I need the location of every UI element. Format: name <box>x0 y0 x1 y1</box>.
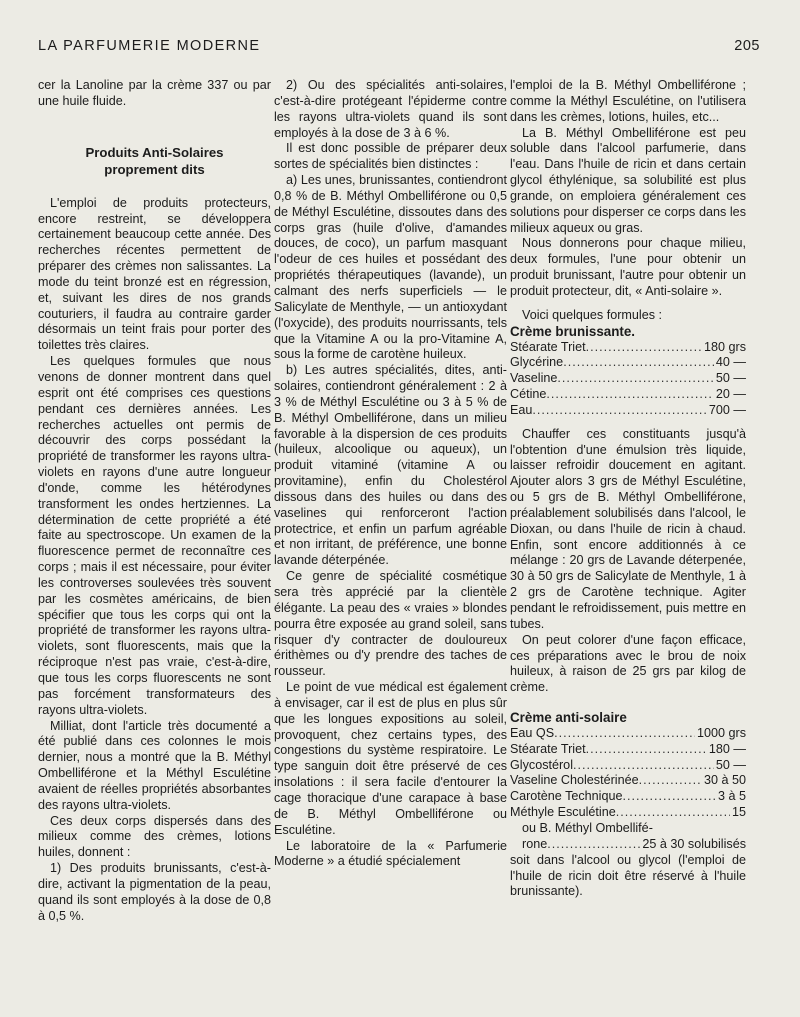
formula-row <box>510 758 746 774</box>
formula-row <box>510 355 746 371</box>
formula-row <box>510 371 746 387</box>
ingredient: Stéarate Triet <box>510 339 586 354</box>
page-header <box>38 38 760 60</box>
ingredient: Méthyle Esculétine <box>510 805 616 820</box>
paragraph: On peut colorer d'une façon efficace, ces préparations avec le brou de noix huileux, à raison de 25 grs par kilog de crème. <box>510 632 746 695</box>
amount: 3 à 5 <box>717 789 746 804</box>
formula-row <box>510 805 746 821</box>
amount: 20 — <box>715 387 746 402</box>
ingredient: Eau <box>510 402 533 417</box>
column-1 <box>38 78 271 925</box>
formula-title: Crème brunissante. <box>510 323 636 339</box>
amount: 700 — <box>708 402 746 417</box>
paragraph: a) Les unes, brunissantes, contiendront 0,8 % de B. Méthyl Ombelliférone ou 0,5 de Méthyl Esculétine, dissoutes dans des corps gras (huile d'olive, d'amandes douces, de coco), un parfum masquant l'odeur de ces huiles et possédant des propriétés thérapeutiques (lavande), un calmant des nerfs superficiels — le Salicylate de Menthyle, — un antioxydant (l'oxycide), des produits nourrissants, tels que la Vitamine A ou la pro-Vitamine A, sous la forme de carotène huileux. <box>274 173 507 362</box>
ingredient: ou B. Méthyl Ombellifé- <box>522 820 653 835</box>
ingredient: Carotène Technique <box>510 789 623 804</box>
formula-row <box>510 403 746 419</box>
paragraph: Voici quelques formules : <box>522 307 663 322</box>
column-2 <box>274 78 507 870</box>
paragraph: Les quelques formules que nous venons de donner montrent dans quel esprit ont été comprises ces questions pendant ces dernières années. Les recherches actuelles ont permis de découvrir des corps possédant la propriété de transformer les rayons ultra-violets en rayons d'une autre longueur d'onde, comme les hétérodynes transforment les ondes hertziennes. La détermination de cette propriété a été faite au spectroscope. Un examen de la fluorescence permet de reconnaître ces corps ; mais il est nécessaire, pour éviter les controverses soulevées très souvent par les cosmètes américains, de bien spécifier que tous les corps qui ont la propriété de transformer les rayons ultra-violets, sont fluorescents, mais que la réciproque n'est pas vraie, c'est-à-dire, que tous les corps fluorescents ne sont pas forcément transformateurs des rayons ultra-violets. <box>38 354 271 717</box>
amount: 180 grs <box>703 339 746 354</box>
amount: 50 — <box>715 757 746 772</box>
ingredient: Eau QS <box>510 725 555 740</box>
page-number: 205 <box>734 38 760 54</box>
amount: 15 <box>731 805 746 820</box>
paragraph: soit dans l'alcool ou glycol (l'emploi de l'huile de ricin doit être réservé à l'huile brunissante). <box>510 852 746 899</box>
formula-row <box>510 789 746 805</box>
paragraph: Il est donc possible de préparer deux sortes de spécialités bien distinctes : <box>274 141 507 172</box>
paragraph: 2) Ou des spécialités anti-solaires, c'est-à-dire protégeant l'épiderme contre les rayons ultra-violets quand ils sont employés à la dose de 3 à 6 %. <box>274 78 507 140</box>
ingredient: Glycostérol <box>510 757 573 772</box>
paragraph: La B. Méthyl Ombelliférone est peu soluble dans l'alcool parfumerie, dans l'eau. Dans l'huile de ricin et dans certain glycol éthylénique, sa solubilité est plus grande, on emploiera généralement ces solutions pour disperser ce corps dans les milieux aqueux ou gras. <box>510 125 746 235</box>
paragraph: Ces deux corps dispersés dans des milieux comme des crèmes, lotions huiles, donnent : <box>38 813 271 860</box>
paragraph: Chauffer ces constituants jusqu'à l'obtention d'une émulsion très liquide, laisser refroidir doucement en agitant. Ajouter alors 3 grs de Méthyl Esculétine, ou 5 grs de B. Méthyl Ombelliférone, préalablement solubilisés dans l'alcool, le Dioxan, ou dans l'huile de ricin à chaud. Enfin, sont encore additionnés à ce mélange : 20 grs de Lavande déterpenée, 30 à 50 grs de Salicylate de Menthyle, 1 à 2 grs de Carotène technique. Agiter pendant le refroidissement, puis mettre en tubes. <box>510 426 746 631</box>
formula-creme-brunissante <box>510 324 746 419</box>
formula-row <box>510 726 746 742</box>
ingredient: rone <box>522 836 548 851</box>
journal-title: LA PARFUMERIE MODERNE <box>38 38 261 54</box>
ingredient: Stéarate Triet <box>510 741 586 756</box>
formula-row <box>510 821 746 837</box>
paragraph: Ce genre de spécialité cosmétique sera très apprécié par la clientèle élégante. La peau des « vraies » blondes pourra être exposée au grand soleil, sans risquer d'y contracter de douloureux érithèmes ou d'y prendre des taches de rousseur. <box>274 569 507 679</box>
ingredient: Cétine <box>510 387 547 402</box>
amount: 180 — <box>708 741 746 756</box>
amount: 40 — <box>715 355 746 370</box>
amount: 25 à 30 solubilisés <box>642 836 746 851</box>
paragraph: cer la Lanoline par la crème 337 ou par une huile fluide. <box>38 78 271 108</box>
paragraph: Milliat, dont l'article très documenté a été publié dans ces colonnes le mois dernier, nous a montré que la B. Méthyl Ombelliférone et la Méthyl Esculétine avaient de réelles propriétés absorbantes des rayons ultra-violets. <box>38 718 271 812</box>
formula-title: Crème anti-solaire <box>510 710 627 726</box>
amount: 1000 grs <box>696 725 746 740</box>
amount: 30 à 50 <box>703 773 746 788</box>
ingredient: Vaseline <box>510 371 558 386</box>
ingredient: Vaseline Cholestérinée <box>510 773 639 788</box>
formula-row <box>510 837 746 853</box>
amount: 50 — <box>715 371 746 386</box>
paragraph: Le laboratoire de la « Parfumerie Moderne » a étudié spécialement <box>274 838 507 869</box>
formula-row <box>510 340 746 356</box>
ingredient: Glycérine <box>510 355 564 370</box>
paragraph: Le point de vue médical est également à envisager, car il est de plus en plus sûr que les longues expositions au soleil, provoquent, chez certains types, des congestions du système respiratoire. Le type sanguin doit être préservé de ces insolations : il sera facile d'entourer la cage thoracique d'une carapace à base de B. Méthyl Ombelliférone ou Esculétine. <box>274 680 507 837</box>
paragraph: 1) Des produits brunissants, c'est-à-dire, activant la pigmentation de la peau, quand ils sont employés à la dose de 0,8 à 0,5 %. <box>38 861 271 923</box>
formula-row <box>510 742 746 758</box>
paragraph: l'emploi de la B. Méthyl Ombelliférone ; comme la Méthyl Esculétine, on l'utilisera dans les crèmes, lotions, huiles, etc... <box>510 78 746 124</box>
formula-row <box>510 387 746 403</box>
paragraph: Nous donnerons pour chaque milieu, deux formules, l'une pour obtenir un produit brunissant, l'autre pour obtenir un produit protecteur, dit, « Anti-solaire ». <box>510 236 746 298</box>
paragraph: L'emploi de produits protecteurs, encore restreint, se développera certainement beaucoup cette année. Des recherches récentes permettent de préparer des crèmes non salissantes. La mode du teint bronzé est en régression, et, suivant les dires de nos grands couturiers, il faudra au contraire garder désormais un teint frais pour porter des toilettes très claires. <box>38 195 271 353</box>
paragraph: b) Les autres spécialités, dites, anti-solaires, contiendront généralement : 2 à 3 % de Méthyl Esculétine ou 3 à 5 % de B. Méthyl Ombelliférone, dans un milieu favorable à la dispersion de ces produits (huileux, alcoolique ou aqueux), un produit vitaminé (vitamine A ou provitamine), enfin du Cholestérol dissous dans des huiles ou dans des vaselines qui renforceront l'action protectrice, et enfin un parfum agréable et non irritant, de préférence, une bonne lavande déterpénée. <box>274 363 507 568</box>
column-3 <box>510 78 746 900</box>
section-heading: Produits Anti-Solaires proprement dits <box>85 144 224 177</box>
formula-creme-anti-solaire <box>510 710 746 853</box>
formula-row <box>510 773 746 789</box>
